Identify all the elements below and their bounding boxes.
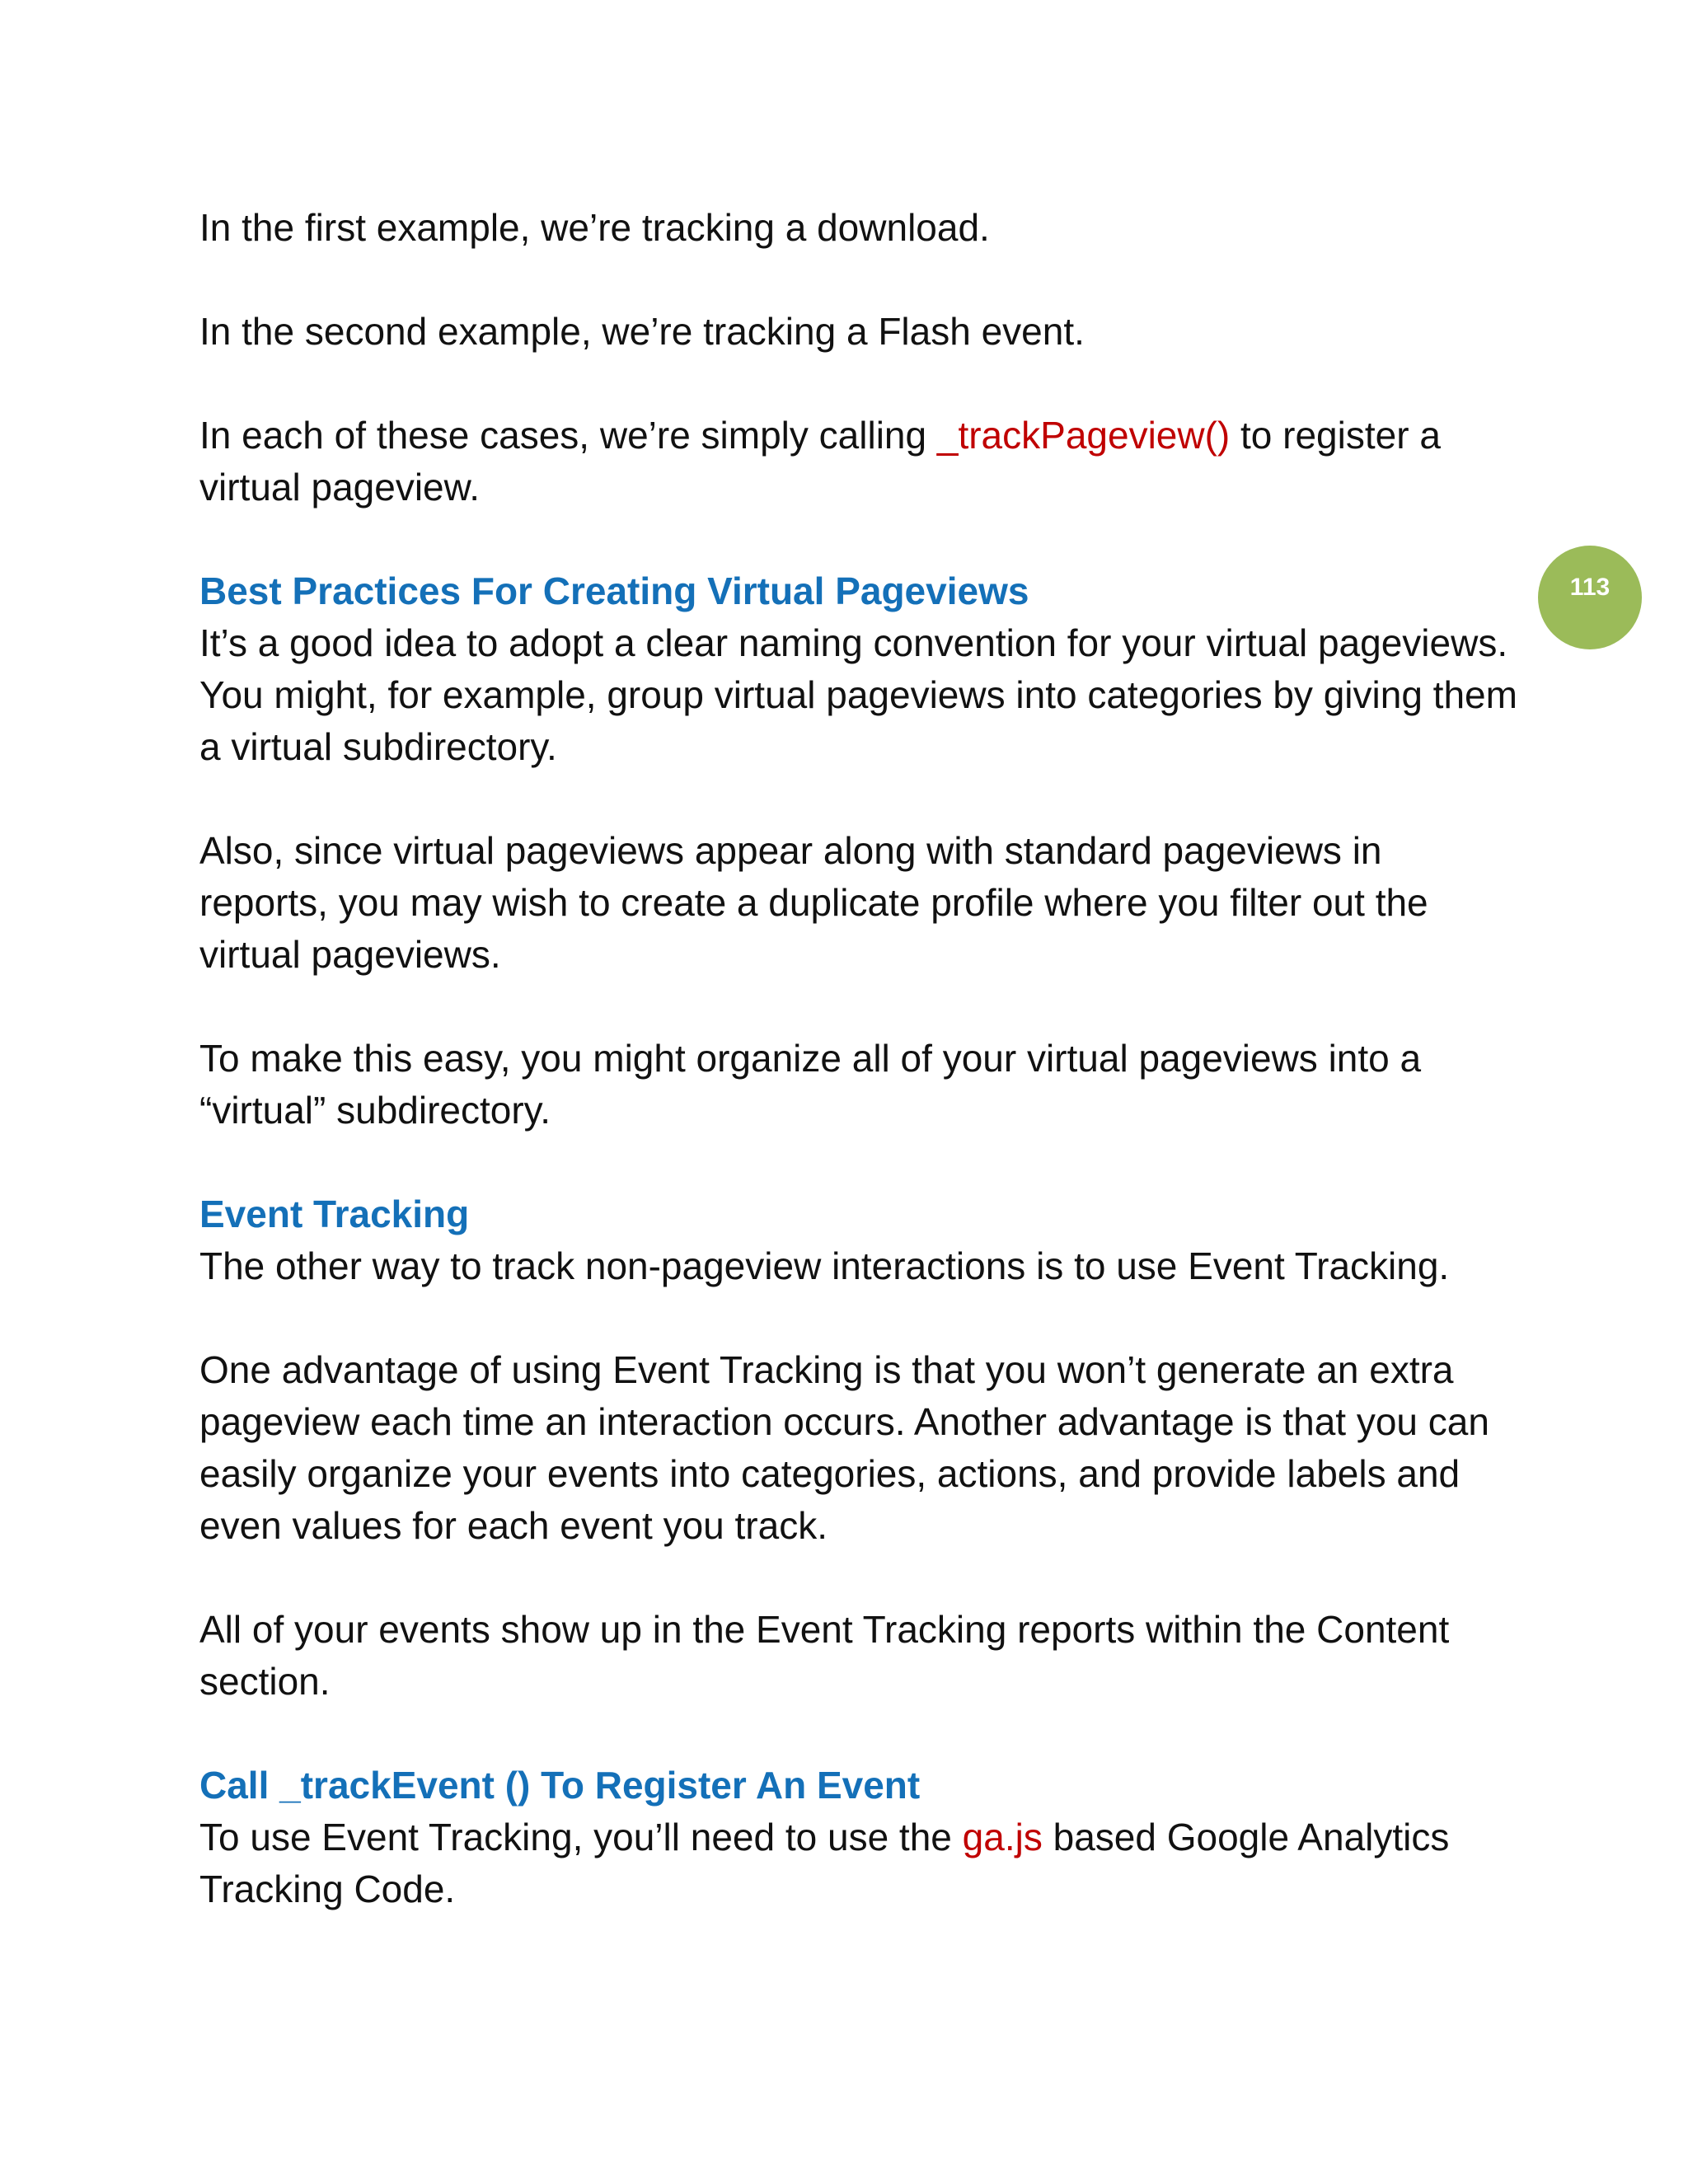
paragraph-trackpageview — [199, 410, 1518, 513]
paragraph-duplicate-profile: Also, since virtual pageviews appear along with standard pageviews in reports, you may wish to create a duplicate profile where you filter out the virtual pageviews. — [199, 829, 1428, 976]
page-number-badge: 113 — [1538, 546, 1642, 649]
paragraph-virtual-subdirectory: To make this easy, you might organize all of your virtual pageviews into a “virtual” subdirectory. — [199, 1037, 1422, 1132]
heading-call-trackevent: Call _trackEvent () To Register An Event — [199, 1764, 921, 1807]
paragraph-other-way: The other way to track non-pageview interactions is to use Event Tracking. — [199, 1244, 1450, 1287]
code-ga-js: ga.js — [962, 1816, 1043, 1858]
paragraph-naming-convention: It’s a good idea to adopt a clear naming convention for your virtual pageviews. You might, for example, group virtual pageviews into categories by giving them a virtual subdirectory. — [199, 621, 1517, 768]
paragraph-flash-example: In the second example, we’re tracking a Flash event. — [199, 310, 1085, 353]
paragraph-download-example: In the first example, we’re tracking a download. — [199, 206, 990, 249]
paragraph-text: based Google Analytics Tracking Code. — [199, 1816, 1450, 1910]
paragraph-text: to register a virtual pageview. — [199, 414, 1441, 509]
page-body — [199, 202, 1518, 1967]
paragraph-text: To use Event Tracking, you’ll need to use the — [199, 1816, 963, 1858]
paragraph-event-reports: All of your events show up in the Event Tracking reports within the Content section. — [199, 1608, 1450, 1703]
heading-event-tracking: Event Tracking — [199, 1193, 470, 1235]
heading-best-practices: Best Practices For Creating Virtual Pageviews — [199, 569, 1029, 612]
paragraph-advantages: One advantage of using Event Tracking is that you won’t generate an extra pageview each time an interaction occurs. Another advantage is that you can easily organize your events into categories, actions, and provide labels and even values for each event you track. — [199, 1348, 1489, 1547]
code-trackpageview: _trackPageview() — [936, 414, 1231, 457]
paragraph-text: In each of these cases, we’re simply calling — [199, 414, 937, 457]
paragraph-ga-js — [199, 1811, 1518, 1915]
